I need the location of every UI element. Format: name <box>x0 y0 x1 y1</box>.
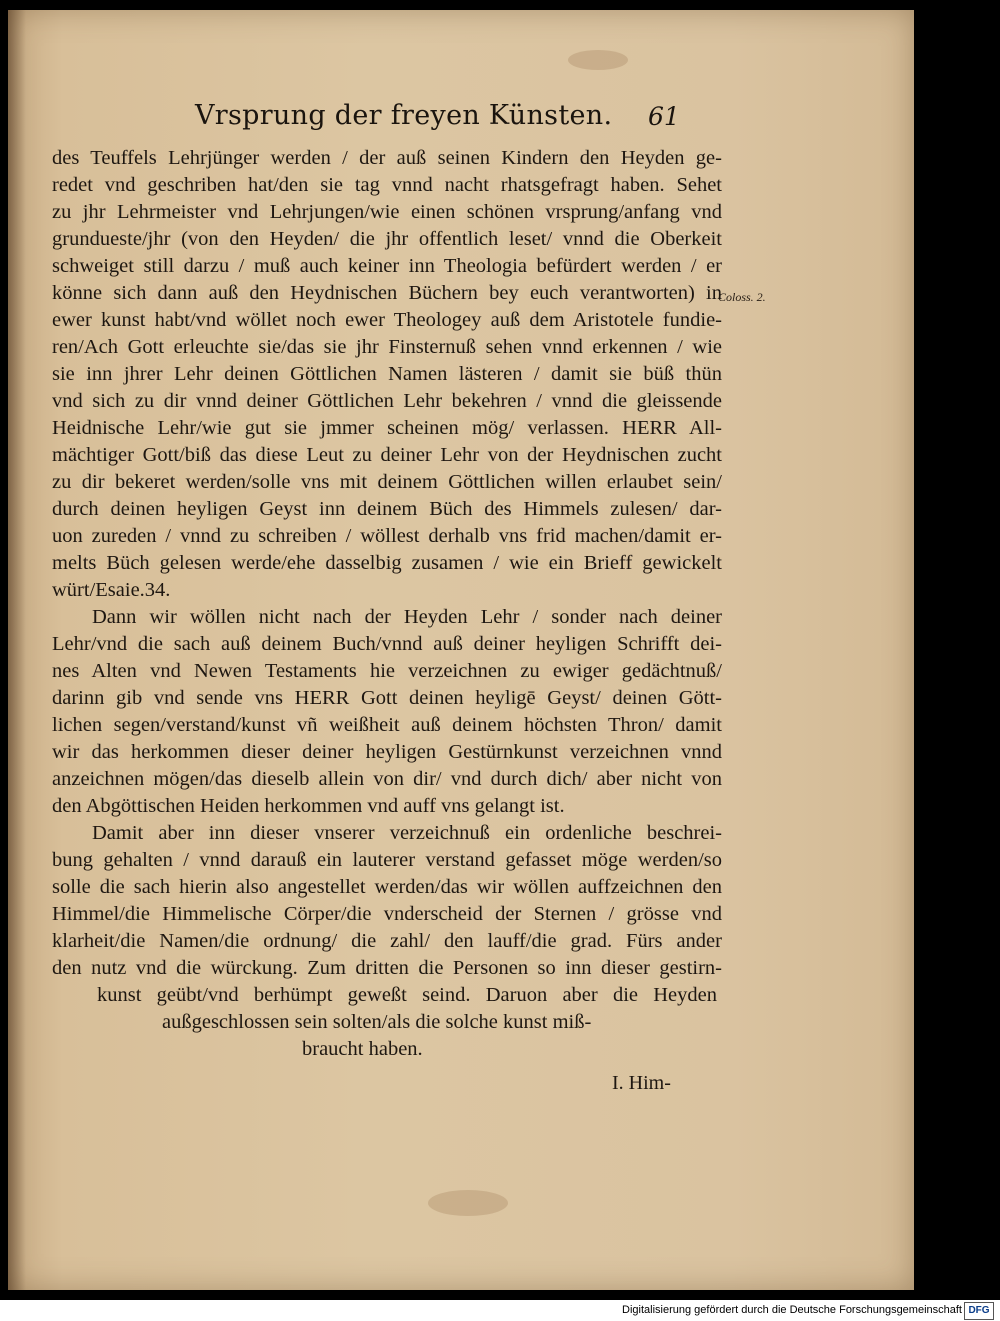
text-line: wir das herkommen dieser deiner heyligen Gestürnkunst verzeichnen vnnd <box>52 741 722 763</box>
text-line: melts Büch gelesen werde/ehe dasselbig zusamen / wie ein Brieff gewickelt <box>52 552 722 574</box>
text-line: könne sich dann auß den Heydnischen Büchern bey euch verantworten) in <box>52 282 722 304</box>
tapered-line: kunst geübt/vnd berhümpt geweßt seind. Daruon aber die Heyden <box>97 984 717 1006</box>
body-text <box>52 145 722 1063</box>
text-line: würt/Esaie.34. <box>52 579 171 601</box>
paragraph-start-line: Dann wir wöllen nicht nach der Heyden Lehr / sonder nach deiner <box>92 606 722 628</box>
text-line: Lehr/vnd die sach auß deinem Buch/vnnd auß deiner heyligen Schrifft dei- <box>52 633 722 655</box>
text-line: zu jhr Lehrmeister vnd Lehrjungen/wie einen schönen vrsprung/anfang vnd <box>52 201 722 223</box>
text-line: Himmel/die Himmelische Cörper/die vnderscheid der Sternen / grösse vnd <box>52 903 722 925</box>
text-line: anzeichnen mögen/das dieselb allein von dir/ vnd durch dich/ aber nicht von <box>52 768 722 790</box>
text-line: den nutz vnd die würckung. Zum dritten die Personen so inn dieser gestirn- <box>52 957 722 979</box>
tapered-line: außgeschlossen sein solten/als die solche kunst miß- <box>162 1011 592 1033</box>
text-line: nes Alten vnd Newen Testaments hie verzeichnen zu ewiger gedächtnuß/ <box>52 660 722 682</box>
text-line: lichen segen/verstand/kunst vñ weißheit auß deinem höchsten Thron/ damit <box>52 714 722 736</box>
text-line: sie inn jhrer Lehr deinen Göttlichen Namen lästeren / damit sie büß thün <box>52 363 722 385</box>
tapered-line: braucht haben. <box>302 1038 423 1060</box>
text-line: solle die sach hierin also angestellet werden/das wir wöllen auffzeichnen den <box>52 876 722 898</box>
text-line: darinn gib vnd sende vns HERR Gott deinen heyligē Geyst/ deinen Gött- <box>52 687 722 709</box>
footer-bar <box>0 1300 1000 1321</box>
paper-stain <box>568 50 628 70</box>
text-line: vnd sich zu dir vnnd deiner Göttlichen Lehr bekehren / vnnd die gleissende <box>52 390 722 412</box>
text-line: den Abgöttischen Heiden herkommen vnd auff vns gelangt ist. <box>52 795 565 817</box>
text-line: zu dir bekeret werden/solle vns mit deinem Göttlichen willen erlaubet sein/ <box>52 471 722 493</box>
text-line: durch deinen heyligen Geyst inn deinem Büch des Himmels zulesen/ dar- <box>52 498 722 520</box>
text-line: klarheit/die Namen/die ordnung/ die zahl/ den lauff/die grad. Fürs ander <box>52 930 722 952</box>
text-line: redet vnd geschriben hat/den sie tag vnnd nacht rhatsgefragt haben. Sehet <box>52 174 722 196</box>
dfg-logo-icon: DFG <box>964 1302 994 1320</box>
funding-credit: Digitalisierung gefördert durch die Deutsche Forschungsgemeinschaft <box>622 1304 962 1316</box>
catchword: I. Him- <box>612 1072 671 1094</box>
text-line: ren/Ach Gott erleuchte sie/das sie jhr Finsternuß sehen vnnd erkennen / wie <box>52 336 722 358</box>
folio-number: 61 <box>648 102 680 131</box>
text-line: grundueste/jhr (von den Heyden/ die jhr offentlich leset/ vnnd die Oberkeit <box>52 228 722 250</box>
paragraph-start-line: Damit aber inn dieser vnserer verzeichnuß ein ordenliche beschrei- <box>92 822 722 844</box>
text-line: mächtiger Gott/biß das diese Leut zu deiner Lehr von der Heydnischen zucht <box>52 444 722 466</box>
text-line: schweiget still darzu / muß auch keiner inn Theologia befürdert werden / er <box>52 255 722 277</box>
text-line: ewer kunst habt/vnd wöllet noch ewer Theologey auß dem Aristotele fundie- <box>52 309 722 331</box>
paper-stain <box>428 1190 508 1216</box>
running-head: Vrsprung der freyen Künsten. <box>195 100 613 131</box>
marginal-note: Coloss. 2. <box>718 290 766 304</box>
text-line: Heidnische Lehr/wie gut sie jmmer scheinen mög/ verlassen. HERR All- <box>52 417 722 439</box>
text-line: bung gehalten / vnnd darauß ein lauterer verstand gefasset möge werden/so <box>52 849 722 871</box>
text-line: des Teuffels Lehrjünger werden / der auß seinen Kindern den Heyden ge- <box>52 147 722 169</box>
text-line: uon zureden / vnnd zu schreiben / wöllest derhalb vns frid machen/damit er- <box>52 525 722 547</box>
